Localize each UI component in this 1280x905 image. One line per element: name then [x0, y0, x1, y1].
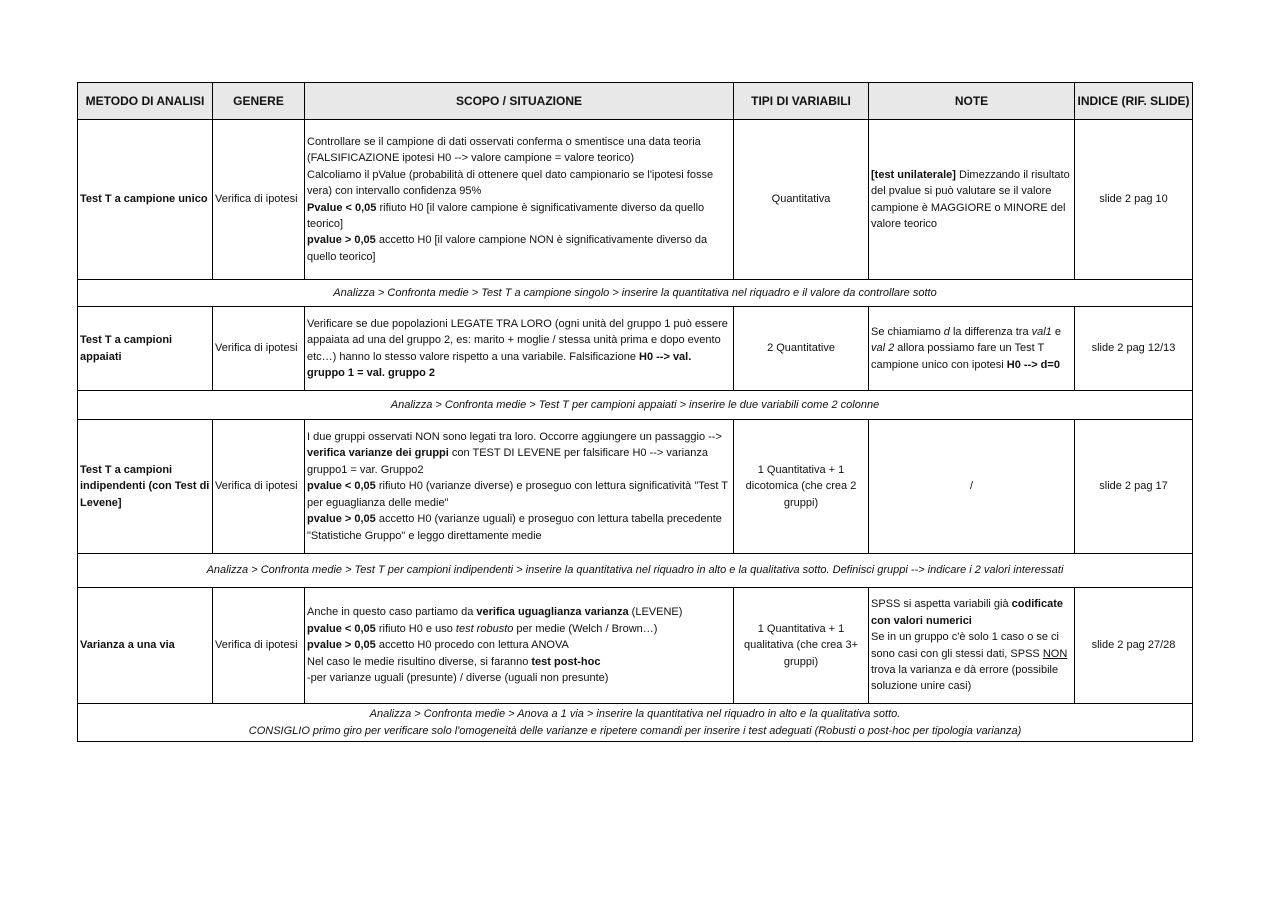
spss-path: Analizza > Confronta medie > Test T per campioni indipendenti > inserire la quantitativa nel riquadro in alto e la qualitativa sotto. Definisci gruppi --> indicare i 2 valori interessati [78, 554, 1193, 588]
metodo-cell: Test T a campioni appaiati [78, 307, 213, 391]
note-text: allora possiamo fare un Test T campione unico con ipotesi [871, 342, 1045, 371]
note-bold: H0 --> d=0 [1006, 358, 1060, 371]
genere-cell: Verifica di ipotesi [213, 420, 305, 554]
genere-cell: Verifica di ipotesi [213, 120, 305, 280]
table-row [78, 588, 1193, 704]
indice-cell: slide 2 pag 27/28 [1075, 588, 1193, 704]
spss-path-row [78, 554, 1193, 588]
scopo-text: -per varianze uguali (presunte) / diverse (uguali non presunte) [307, 672, 609, 685]
scopo-bold: pvalue > 0,05 [307, 513, 376, 526]
note-cell: / [869, 420, 1075, 554]
indice-cell: slide 2 pag 12/13 [1075, 307, 1193, 391]
note-italic: val 2 [871, 342, 895, 355]
scopo-cell [305, 120, 734, 280]
scopo-text: con TEST DI LEVENE per falsificare H0 --> varianza gruppo1 = var. Gruppo2 [307, 447, 708, 476]
spss-path: Analizza > Confronta medie > Test T per campioni appaiati > inserire le due variabili come 2 colonne [78, 391, 1193, 420]
tipi-cell: Quantitativa [734, 120, 869, 280]
scopo-text: per medie (Welch / Brown…) [513, 622, 658, 635]
metodo-cell: Varianza a una via [78, 588, 213, 704]
scopo-bold: pvalue < 0,05 [307, 622, 376, 635]
spss-path-row [78, 280, 1193, 307]
scopo-bold: verifica varianze dei gruppi [307, 447, 449, 460]
scopo-bold: H0 --> val. gruppo 1 = val. gruppo 2 [307, 350, 692, 379]
tipi-cell: 1 Quantitativa + 1 dicotomica (che crea 2 gruppi) [734, 420, 869, 554]
scopo-bold: Pvalue < 0,05 [307, 201, 377, 214]
note-bold: [test unilaterale] [871, 168, 956, 181]
scopo-bold: pvalue > 0,05 [307, 234, 376, 247]
spss-path-row [78, 391, 1193, 420]
scopo-bold: pvalue < 0,05 [307, 480, 376, 493]
spss-path-row [78, 704, 1193, 742]
note-text: Se in un gruppo c'è solo 1 caso o se ci sono casi con gli stessi dati, SPSS [871, 631, 1059, 660]
scopo-cell [305, 420, 734, 554]
header-genere: GENERE [213, 83, 305, 120]
note-text: SPSS si aspetta variabili già [871, 598, 1012, 611]
scopo-text: rifiuto H0 e uso [375, 622, 456, 635]
header-note: NOTE [869, 83, 1075, 120]
spss-path: Analizza > Confronta medie > Test T a campione singolo > inserire la quantitativa nel riquadro e il valore da controllare sotto [78, 280, 1193, 307]
header-metodo: METODO DI ANALISI [78, 83, 213, 120]
table-row [78, 120, 1193, 280]
note-cell [869, 588, 1075, 704]
metodo-cell: Test T a campioni indipendenti (con Test di Levene] [78, 420, 213, 554]
scopo-text: Nel caso le medie risultino diverse, si faranno [307, 655, 532, 668]
scopo-text: Verificare se due popolazioni LEGATE TRA LORO (ogni unità del gruppo 1 può essere appaiata ad una del gruppo 2, es: marito + moglie / stessa unità prima e dopo evento etc…) hanno lo stesso valore rispetto a una variabile. Falsificazione [307, 317, 728, 363]
note-text: e [1051, 325, 1061, 338]
header-indice: INDICE (RIF. SLIDE) [1075, 83, 1193, 120]
metodo-cell: Test T a campione unico [78, 120, 213, 280]
scopo-bold: test post-hoc [531, 655, 601, 668]
table-row [78, 307, 1193, 391]
header-row [78, 83, 1193, 120]
spss-advice-line: CONSIGLIO primo giro per verificare solo l'omogeneità delle varianze e ripetere comandi per inserire i test adeguati (Robusti o post-hoc per tipologia varianza) [248, 724, 1022, 737]
scopo-bold: verifica uguaglianza varianza [476, 606, 629, 619]
indice-cell: slide 2 pag 10 [1075, 120, 1193, 280]
spss-path [78, 704, 1193, 742]
scopo-text: (LEVENE) [628, 606, 683, 619]
spss-path-line: Analizza > Confronta medie > Anova a 1 via > inserire la quantitativa nel riquadro in alto e la qualitativa sotto. [369, 708, 901, 721]
note-italic: val1 [1031, 325, 1052, 338]
scopo-cell [305, 588, 734, 704]
scopo-italic: test robusto [455, 622, 514, 635]
scopo-cell [305, 307, 734, 391]
scopo-text: rifiuto H0 [il valore campione è significativamente diverso da quello teorico] [307, 201, 705, 230]
genere-cell: Verifica di ipotesi [213, 588, 305, 704]
table-row [78, 420, 1193, 554]
note-text: Dimezzando il risultato del pvalue si può valutare se il valore campione è MAGGIORE o MINORE del valore teorico [871, 168, 1070, 230]
scopo-text: accetto H0 (varianze uguali) e proseguo con lettura tabella precedente "Statistiche Gruppo" e leggo direttamente medie [307, 513, 722, 542]
scopo-text: Controllare se il campione di dati osservati conferma o smentisce una data teoria (FALSIFICAZIONE ipotesi H0 --> valore campione = valore teorico) [307, 135, 701, 165]
note-italic: d [943, 325, 950, 338]
header-tipi: TIPI DI VARIABILI [734, 83, 869, 120]
tipi-cell: 1 Quantitativa + 1 qualitativa (che crea 3+ gruppi) [734, 588, 869, 704]
scopo-text: Calcoliamo il pValue (probabilità di ottenere quel dato campionario se l'ipotesi fosse vera) con intervallo confidenza 95% [307, 168, 714, 198]
scopo-bold: pvalue > 0,05 [307, 639, 376, 652]
scopo-text: rifiuto H0 (varianze diverse) e proseguo con lettura significatività "Test T per eguaglianza delle medie" [307, 480, 728, 509]
tipi-cell: 2 Quantitative [734, 307, 869, 391]
note-bold: codificate con valori numerici [871, 598, 1063, 627]
scopo-text: accetto H0 [il valore campione NON è significativamente diverso da quello teorico] [307, 234, 708, 263]
scopo-text: I due gruppi osservati NON sono legati tra loro. Occorre aggiungere un passaggio --> [307, 431, 722, 444]
scopo-text: accetto H0 procedo con lettura ANOVA [375, 639, 569, 652]
note-text: la differenza tra [949, 325, 1032, 338]
analysis-methods-table [77, 82, 1193, 742]
note-cell [869, 307, 1075, 391]
note-underline: NON [1042, 647, 1068, 660]
note-text: trova la varianza e dà errore (possibile soluzione unire casi) [871, 663, 1059, 693]
note-text: Se chiamiamo [871, 325, 944, 338]
genere-cell: Verifica di ipotesi [213, 307, 305, 391]
header-scopo: SCOPO / SITUAZIONE [305, 83, 734, 120]
indice-cell: slide 2 pag 17 [1075, 420, 1193, 554]
note-cell [869, 120, 1075, 280]
scopo-text: Anche in questo caso partiamo da [307, 606, 477, 619]
